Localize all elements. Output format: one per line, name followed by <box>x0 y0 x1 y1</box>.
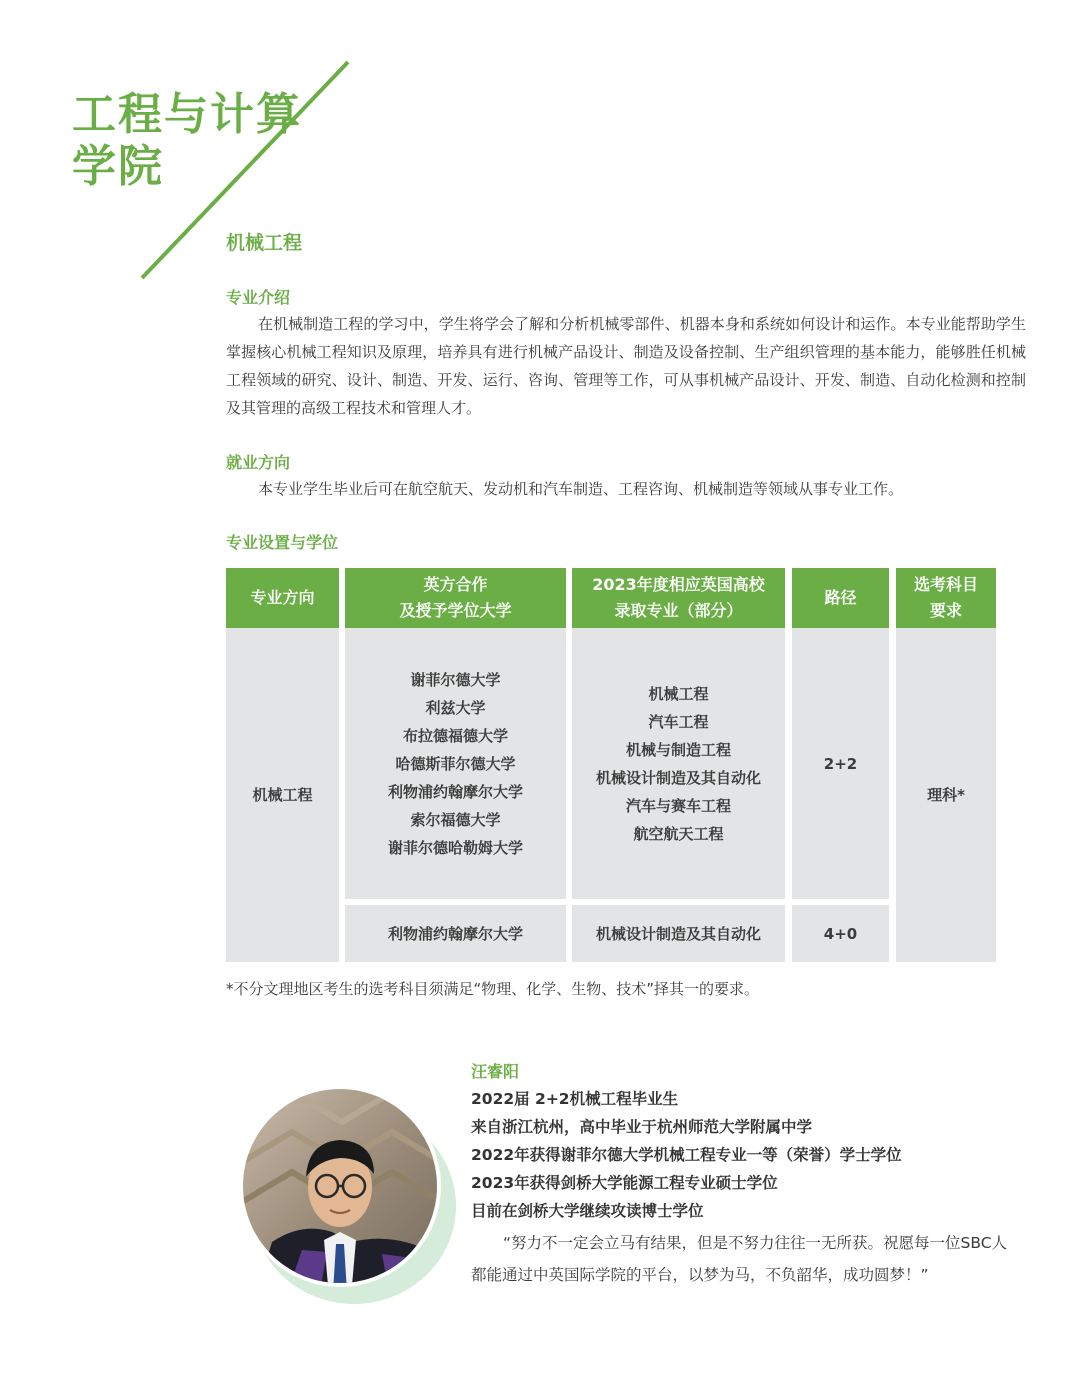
alumni-line: 2023年获得剑桥大学能源工程专业硕士学位 <box>471 1174 778 1192</box>
university-item: 布拉德福德大学 <box>402 726 508 745</box>
cell-universities <box>345 628 566 899</box>
cell-path-2 <box>792 905 889 962</box>
header-direction-label: 专业方向 <box>250 588 315 607</box>
direction-value: 机械工程 <box>252 786 313 804</box>
intro-heading: 专业介绍 <box>226 288 291 307</box>
university-item: 谢菲尔德大学 <box>410 670 501 689</box>
decorative-diagonal-line <box>0 0 400 300</box>
university-item-2: 利物浦约翰摩尔大学 <box>387 924 523 943</box>
subject-value: 理科* <box>927 786 965 804</box>
major-item: 汽车与赛车工程 <box>625 796 731 815</box>
header-path <box>792 568 889 628</box>
header-admission-line1: 2023年度相应英国高校 <box>592 575 765 594</box>
school-title-line2: 学院 <box>72 141 164 192</box>
alumni-line: 来自浙江杭州，高中毕业于杭州师范大学附属中学 <box>471 1118 813 1136</box>
alumni-line: 目前在剑桥大学继续攻读博士学位 <box>471 1202 704 1220</box>
cell-major-2 <box>572 905 785 962</box>
path-value-2: 4+0 <box>823 924 858 943</box>
major-title: 机械工程 <box>226 232 303 254</box>
alumni-line: 2022年获得谢菲尔德大学机械工程专业一等（荣誉）学士学位 <box>471 1146 902 1164</box>
alumni-line: 2022届 2+2机械工程毕业生 <box>471 1090 679 1108</box>
avatar <box>232 1082 462 1308</box>
path-value-1: 2+2 <box>823 754 858 773</box>
university-item: 索尔福德大学 <box>410 810 501 829</box>
major-item: 机械工程 <box>648 684 709 703</box>
header-admission-line2: 录取专业（部分） <box>614 601 743 620</box>
header-subject <box>896 568 996 628</box>
major-item: 机械与制造工程 <box>625 740 731 759</box>
major-item: 航空航天工程 <box>633 824 724 843</box>
career-heading: 就业方向 <box>226 453 291 472</box>
university-item: 利物浦约翰摩尔大学 <box>387 782 523 801</box>
cell-university-2 <box>345 905 566 962</box>
header-path-label: 路径 <box>824 588 857 607</box>
alumni-name: 汪睿阳 <box>471 1062 520 1081</box>
cell-direction <box>226 628 339 962</box>
major-item: 汽车工程 <box>648 712 709 731</box>
cell-subject <box>896 628 996 962</box>
footnote: *不分文理地区考生的选考科目须满足“物理、化学、生物、技术”择其一的要求。 <box>226 980 760 998</box>
career-text: 本专业学生毕业后可在航空航天、发动机和汽车制造、工程咨询、机械制造等领域从事专业工作。 <box>258 480 904 498</box>
header-university-line2: 及授予学位大学 <box>399 601 512 620</box>
university-item: 谢菲尔德哈勒姆大学 <box>387 838 523 857</box>
header-admission <box>572 568 785 628</box>
table-heading: 专业设置与学位 <box>226 533 339 552</box>
cell-path-1 <box>792 628 889 899</box>
major-item-2: 机械设计制造及其自动化 <box>595 924 761 943</box>
intro-text: 在机械制造工程的学习中，学生将学会了解和分析机械零部件、机器本身和系统如何设计和运作。本专业能帮助学生掌握核心机械工程知识及原理，培养具有进行机械产品设计、制造及设备控制、生产组织管理的基本能力，能够胜任机械工程领域的研究、设计、制造、开发、运行、咨询、管理等工作，可从事机械产品设计、开发、制造、自动化检测和控制及其管理的高级工程技术和管理人才。 <box>226 315 1026 417</box>
major-item: 机械设计制造及其自动化 <box>595 768 761 787</box>
university-item: 哈德斯菲尔德大学 <box>395 754 516 773</box>
cell-majors <box>572 628 785 899</box>
university-item: 利兹大学 <box>425 698 486 717</box>
header-university <box>345 568 566 628</box>
header-subject-line1: 选考科目 <box>913 575 978 594</box>
header-university-line1: 英方合作 <box>423 575 488 594</box>
header-direction <box>226 568 339 628</box>
header-subject-line2: 要求 <box>929 601 962 620</box>
school-title-line1: 工程与计算 <box>72 89 302 140</box>
alumni-quote: “努力不一定会立马有结果，但是不努力往往一无所获。祝愿每一位SBC人都能通过中英国际学院的平台，以梦为马，不负韶华，成功圆梦！” <box>471 1234 1008 1284</box>
